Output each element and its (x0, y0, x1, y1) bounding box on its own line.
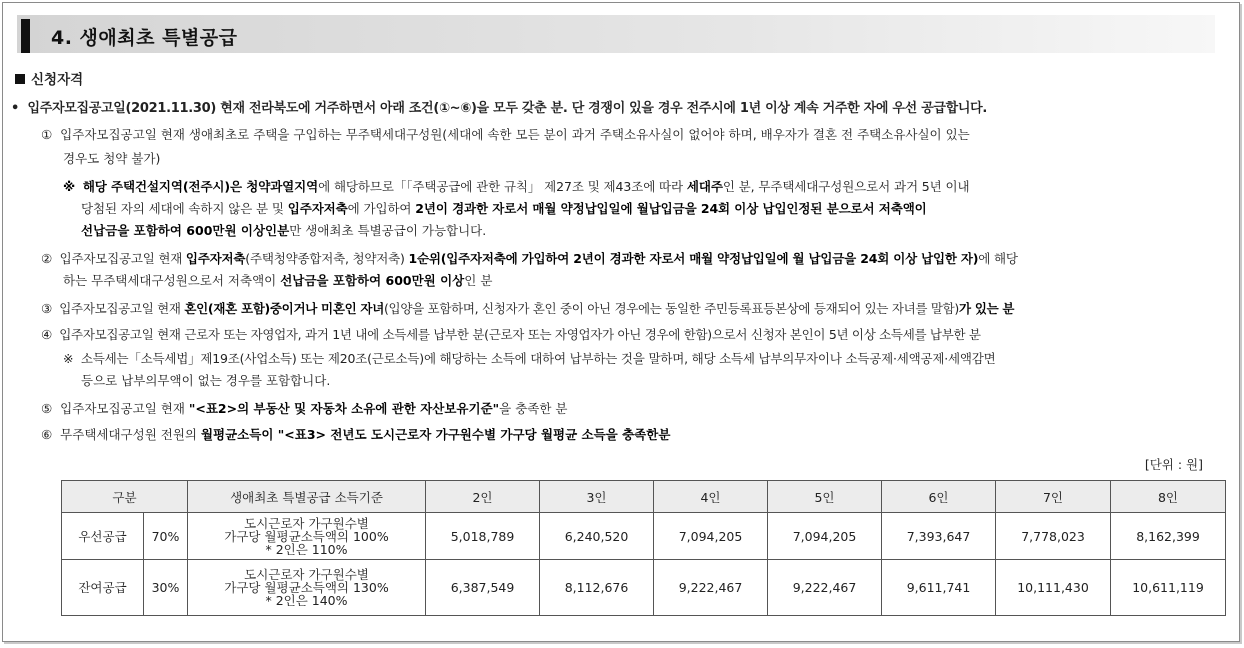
income-value: 8,162,399 (1111, 513, 1226, 560)
note-2-line2 (81, 371, 330, 391)
note-text: 에 가입하여 (347, 201, 416, 216)
basis-line: 가구당 월평균소득액의 100% (224, 528, 389, 544)
condition-1 (41, 125, 970, 145)
supply-ratio: 30% (144, 560, 188, 616)
income-value: 9,222,467 (654, 560, 768, 616)
condition-number: ⑥ (41, 427, 53, 442)
table-header: 구분 (62, 481, 188, 513)
condition-5 (41, 399, 568, 419)
condition-2-cont (63, 271, 492, 291)
table-header: 6인 (882, 481, 996, 513)
condition-bold: 월평균소득이 "<표3> 전년도 도시근로자 가구원수별 가구당 월평균 소득을 충족한분 (200, 427, 671, 442)
table-header: 생애최초 특별공급 소득기준 (188, 481, 426, 513)
subsection-title-text: 신청자격 (31, 72, 84, 88)
condition-text: 경우도 청약 불가) (63, 151, 161, 166)
supply-type: 우선공급 (62, 513, 144, 560)
income-value: 8,112,676 (540, 560, 654, 616)
note-bold: 2년이 경과한 자로서 매월 약정납입일에 월납입금을 24회 이상 납입인정된 분으로서 저축액이 (415, 201, 927, 216)
table-header: 2인 (426, 481, 540, 513)
condition-number: ④ (41, 327, 52, 342)
basis-line: 도시근로자 가구원수별 (244, 515, 369, 531)
condition-bold: "<표2>의 부동산 및 자동차 소유에 관한 자산보유기준" (188, 401, 500, 416)
condition-1-cont (63, 149, 160, 169)
income-value: 10,111,430 (996, 560, 1111, 616)
table-header: 8인 (1111, 481, 1226, 513)
document-frame (2, 2, 1240, 642)
note-2 (63, 349, 996, 369)
condition-text: 입주자모집공고일 현재 근로자 또는 자영업자, 과거 1년 내에 소득세를 납부한 분(근로자 또는 자영업자가 아닌 경우에 한함)으로서 신청자 본인이 5년 이상 소득세를 납부한 분 (59, 327, 981, 342)
note-bold: 선납금을 포함하여 600만원 이상인분 (81, 223, 290, 238)
note-mark: ※ (63, 351, 74, 366)
note-1 (63, 177, 969, 197)
unit-label: [단위 : 원] (1144, 457, 1203, 472)
note-text: 등으로 납부의무액이 없는 경우를 포함합니다. (81, 373, 331, 388)
note-bold: 입주자저축 (287, 201, 348, 216)
table-header: 3인 (540, 481, 654, 513)
supply-type: 잔여공급 (62, 560, 144, 616)
condition-number: ① (41, 127, 53, 142)
note-1-line3 (81, 221, 486, 241)
condition-text: 무주택세대구성원 전원의 (60, 427, 201, 442)
table-header: 7인 (996, 481, 1111, 513)
header-marker (21, 19, 30, 53)
condition-bold: 입주자저축 (185, 251, 246, 266)
note-text: 인 분, 무주택세대구성원으로서 과거 5년 이내 (722, 179, 970, 194)
note-text: 에 해당하므로「「주택공급에 관한 규칙」 제27조 및 제43조에 따라 (318, 179, 687, 194)
condition-bold: 가 있는 분 (959, 301, 1015, 316)
note-mark: ※ (63, 179, 76, 194)
income-value: 7,094,205 (654, 513, 768, 560)
income-value: 7,778,023 (996, 513, 1111, 560)
income-basis (188, 513, 426, 560)
note-text: 당첨된 자의 세대에 속하지 않은 분 및 (81, 201, 288, 216)
note-1-line2 (81, 199, 927, 219)
income-value: 9,222,467 (768, 560, 882, 616)
income-value: 9,611,741 (882, 560, 996, 616)
bullet-icon: • (11, 101, 20, 116)
condition-text: 입주자모집공고일 현재 (59, 301, 185, 316)
condition-text: (주택청약종합저축, 청약저축) (245, 251, 409, 266)
condition-text: 하는 무주택세대구성원으로서 저축액이 (63, 273, 281, 288)
basis-line: * 2인은 140% (265, 593, 348, 608)
note-text: 만 생애최초 특별공급이 가능합니다. (289, 223, 487, 238)
table-row (62, 513, 1226, 560)
page-title: 4. 생애최초 특별공급 (51, 27, 238, 49)
income-value: 7,393,647 (882, 513, 996, 560)
note-bold: 세대주 (686, 179, 723, 194)
condition-text: 에 해당 (978, 251, 1018, 266)
condition-text: 을 충족한 분 (499, 401, 568, 416)
income-value: 6,240,520 (540, 513, 654, 560)
table-header: 4인 (654, 481, 768, 513)
condition-number: ⑤ (41, 401, 53, 416)
condition-number: ② (41, 251, 53, 266)
condition-3 (41, 299, 1014, 319)
note-bold: 해당 주택건설지역(전주시)은 청약과열지역 (82, 179, 319, 194)
condition-text: 인 분 (464, 273, 493, 288)
table-header: 5인 (768, 481, 882, 513)
section-header (17, 15, 1215, 53)
income-value: 6,387,549 (426, 560, 540, 616)
income-basis (188, 560, 426, 616)
condition-text: 입주자모집공고일 현재 생애최초로 주택을 구입하는 무주택세대구성원(세대에 속한 모든 분이 과거 주택소유사실이 없어야 하며, 배우자가 결혼 전 주택소유사실이 있는 (60, 127, 970, 142)
condition-number: ③ (41, 301, 52, 316)
condition-text: (입양을 포함하며, 신청자가 혼인 중이 아닌 경우에는 동일한 주민등록표등본상에 등재되어 있는 자녀를 말함) (383, 301, 959, 316)
income-criteria-table (61, 480, 1226, 616)
supply-ratio: 70% (144, 513, 188, 560)
basis-line: 가구당 월평균소득액의 130% (224, 580, 389, 595)
lead-paragraph (11, 99, 987, 119)
note-text: 소득세는「소득세법」제19조(사업소득) 또는 제20조(근로소득)에 해당하는 소득에 대하여 납부하는 것을 말하며, 해당 소득세 납부의무자이나 소득공제·세액공제·세액감면 (80, 351, 996, 366)
lead-text: 입주자모집공고일(2021.11.30) 현재 전라북도에 거주하면서 아래 조건(①~⑥)을 모두 갖춘 분. 단 경쟁이 있을 경우 전주시에 1년 이상 계속 거주한 자에 우선 공급합니다. (27, 101, 988, 116)
table-header-row (62, 481, 1226, 513)
condition-text: 입주자모집공고일 현재 (60, 401, 189, 416)
condition-bold: 혼인(재혼 포함)중이거나 미혼인 자녀 (184, 301, 384, 316)
income-value: 5,018,789 (426, 513, 540, 560)
condition-6 (41, 425, 670, 445)
income-value: 10,611,119 (1111, 560, 1226, 616)
square-bullet-icon (15, 74, 25, 84)
condition-2 (41, 249, 1018, 269)
condition-4 (41, 325, 981, 345)
condition-bold: 선납금을 포함하여 600만원 이상 (280, 273, 465, 288)
basis-line: * 2인은 110% (265, 541, 348, 557)
condition-bold: 1순위(입주자저축에 가입하여 2년이 경과한 자로서 매월 약정납입일에 월 납입금을 24회 이상 납입한 자) (408, 251, 979, 266)
subsection-title (15, 70, 83, 90)
basis-line: 도시근로자 가구원수별 (244, 567, 369, 582)
condition-text: 입주자모집공고일 현재 (59, 251, 186, 266)
table-row (62, 560, 1226, 616)
income-value: 7,094,205 (768, 513, 882, 560)
